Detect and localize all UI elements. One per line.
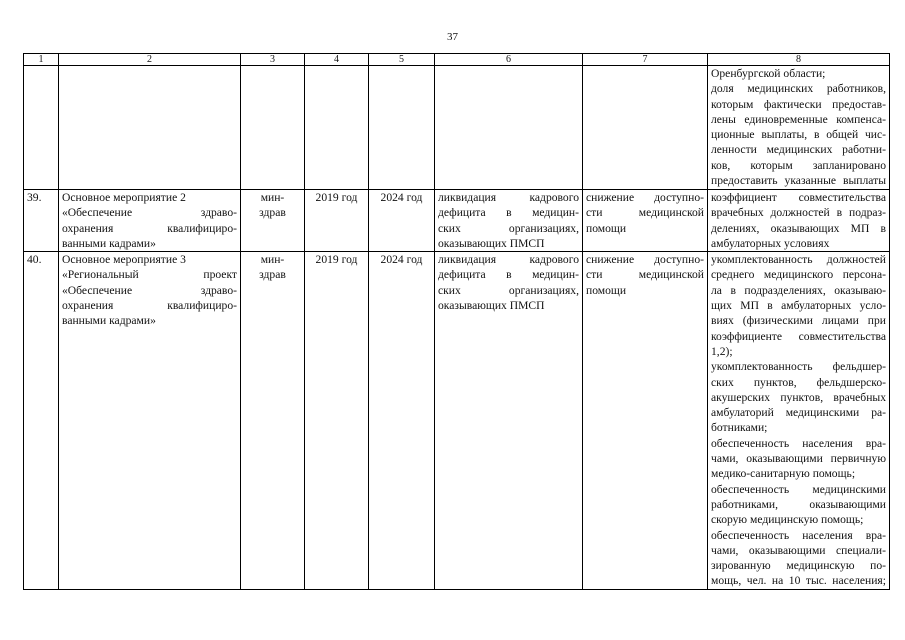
text-line: оказывающих ПМСП — [438, 299, 545, 313]
measure-name-cell — [59, 190, 241, 252]
column-header: 4 — [305, 54, 369, 66]
start-year-cell: 2019 год — [305, 190, 369, 252]
text-line: ликвидация кадрового — [438, 253, 579, 267]
text-line: делениях, оказывающих МП в — [711, 221, 886, 235]
column-header: 3 — [241, 54, 305, 66]
text-line: укомплектованность фельдшер- — [711, 360, 886, 374]
text-line: обеспеченность населения вра- — [711, 436, 886, 450]
column-header: 1 — [24, 54, 59, 66]
measures-table — [23, 53, 890, 590]
continuation-row — [24, 66, 890, 190]
column-number-row — [24, 54, 890, 66]
expected-result-cell — [435, 190, 583, 252]
text-line: помощи — [586, 221, 627, 235]
text-line: ликвидация кадрового — [438, 191, 579, 204]
text-line: Основное мероприятие 3 — [62, 253, 186, 267]
cell — [59, 66, 241, 190]
text-line: ков, которым запланировано — [711, 158, 886, 172]
text-line: зированную медицинскую по- — [711, 559, 886, 573]
text-line: ванными кадрами» — [62, 236, 156, 250]
text-line: ционные выплаты, в общей чис- — [711, 128, 886, 142]
cell — [435, 66, 583, 190]
cell — [583, 66, 708, 190]
row-number: 39. — [24, 190, 59, 252]
text-line: среднего медицинского персона- — [711, 268, 886, 282]
text-line: лены единовременные компенса- — [711, 112, 886, 126]
measure-name-cell — [59, 252, 241, 590]
column-header: 7 — [583, 54, 708, 66]
table-row-39 — [24, 190, 890, 252]
text-line: мин- — [260, 253, 285, 267]
text-line: «Обеспечение здраво- — [62, 283, 237, 297]
text-line: медико-санитарную помощь; — [711, 467, 856, 481]
consequences-cell — [583, 190, 708, 252]
text-line: чами, оказывающими первичную — [711, 452, 886, 466]
row-number: 40. — [24, 252, 59, 590]
text-line: амбулаторий медицинскими ра- — [711, 406, 886, 420]
text-line: доля медицинских работников, — [711, 82, 886, 96]
text-line: сти медицинской — [586, 268, 704, 282]
text-line: ла в подразделениях, оказываю- — [711, 283, 886, 297]
text-line: укомплектованность должностей — [711, 253, 886, 267]
text-line: чами, оказывающими специали- — [711, 543, 886, 557]
text-line: охранения квалифициро- — [62, 299, 237, 313]
text-line: сти медицинской — [586, 206, 704, 220]
text-line: ванными кадрами» — [62, 314, 156, 328]
page-number: 37 — [447, 31, 458, 43]
text-line: оказывающих ПМСП — [438, 236, 545, 250]
indicators-cell — [708, 190, 890, 252]
text-line: Оренбургской области; — [711, 67, 826, 80]
indicators-cell — [708, 252, 890, 590]
text-line: ских организациях, — [438, 283, 579, 297]
text-line: здрав — [259, 268, 286, 282]
text-line: скорую медицинскую помощь; — [711, 513, 864, 527]
text-line: помощи — [586, 283, 627, 297]
text-line: ских организациях, — [438, 221, 579, 235]
text-line: снижение доступно- — [586, 253, 704, 267]
text-line: ленности медицинских работни- — [711, 143, 886, 157]
text-line: мин- — [260, 191, 285, 204]
text-line: коэффициенте совместительства — [711, 329, 886, 343]
start-year-cell: 2019 год — [305, 252, 369, 590]
text-line: акушерских пунктов, врачебных — [711, 390, 886, 404]
text-line: виях (физическими лицами при — [711, 314, 886, 328]
text-line: «Региональный проект — [62, 268, 237, 282]
text-line: дефицита в медицин- — [438, 206, 579, 220]
consequences-cell — [583, 252, 708, 590]
text-line: предоставить указанные выплаты — [711, 174, 886, 188]
column-header: 5 — [369, 54, 435, 66]
column-header: 2 — [59, 54, 241, 66]
cell — [369, 66, 435, 190]
executor-cell — [241, 252, 305, 590]
text-line: дефицита в медицин- — [438, 268, 579, 282]
table-row-40 — [24, 252, 890, 590]
text-line: обеспеченность населения вра- — [711, 528, 886, 542]
text-line: ских пунктов, фельдшерско- — [711, 375, 886, 389]
cell — [305, 66, 369, 190]
text-line: амбулаторных условиях — [711, 236, 830, 250]
text-line: щих МП в амбулаторных усло- — [711, 299, 886, 313]
cell — [241, 66, 305, 190]
text-line: 1,2); — [711, 344, 733, 358]
text-line: мощь, чел. на 10 тыс. населения; — [711, 574, 886, 588]
text-line: снижение доступно- — [586, 191, 704, 204]
text-line: охранения квалифициро- — [62, 221, 237, 235]
expected-result-cell — [435, 252, 583, 590]
column-header: 6 — [435, 54, 583, 66]
text-line: здрав — [259, 206, 286, 220]
column-header: 8 — [708, 54, 890, 66]
cell — [24, 66, 59, 190]
text-line: работниками, оказывающими — [711, 497, 886, 511]
executor-cell — [241, 190, 305, 252]
text-line: ботниками; — [711, 421, 768, 435]
indicators-cell — [708, 66, 890, 190]
text-line: Основное мероприятие 2 — [62, 191, 186, 204]
text-line: обеспеченность медицинскими — [711, 482, 886, 496]
text-line: которым фактически предостав- — [711, 97, 886, 111]
text-line: врачебных должностей в подраз- — [711, 206, 886, 220]
text-line: коэффициент совместительства — [711, 191, 886, 204]
end-year-cell: 2024 год — [369, 190, 435, 252]
end-year-cell: 2024 год — [369, 252, 435, 590]
text-line: «Обеспечение здраво- — [62, 206, 237, 220]
